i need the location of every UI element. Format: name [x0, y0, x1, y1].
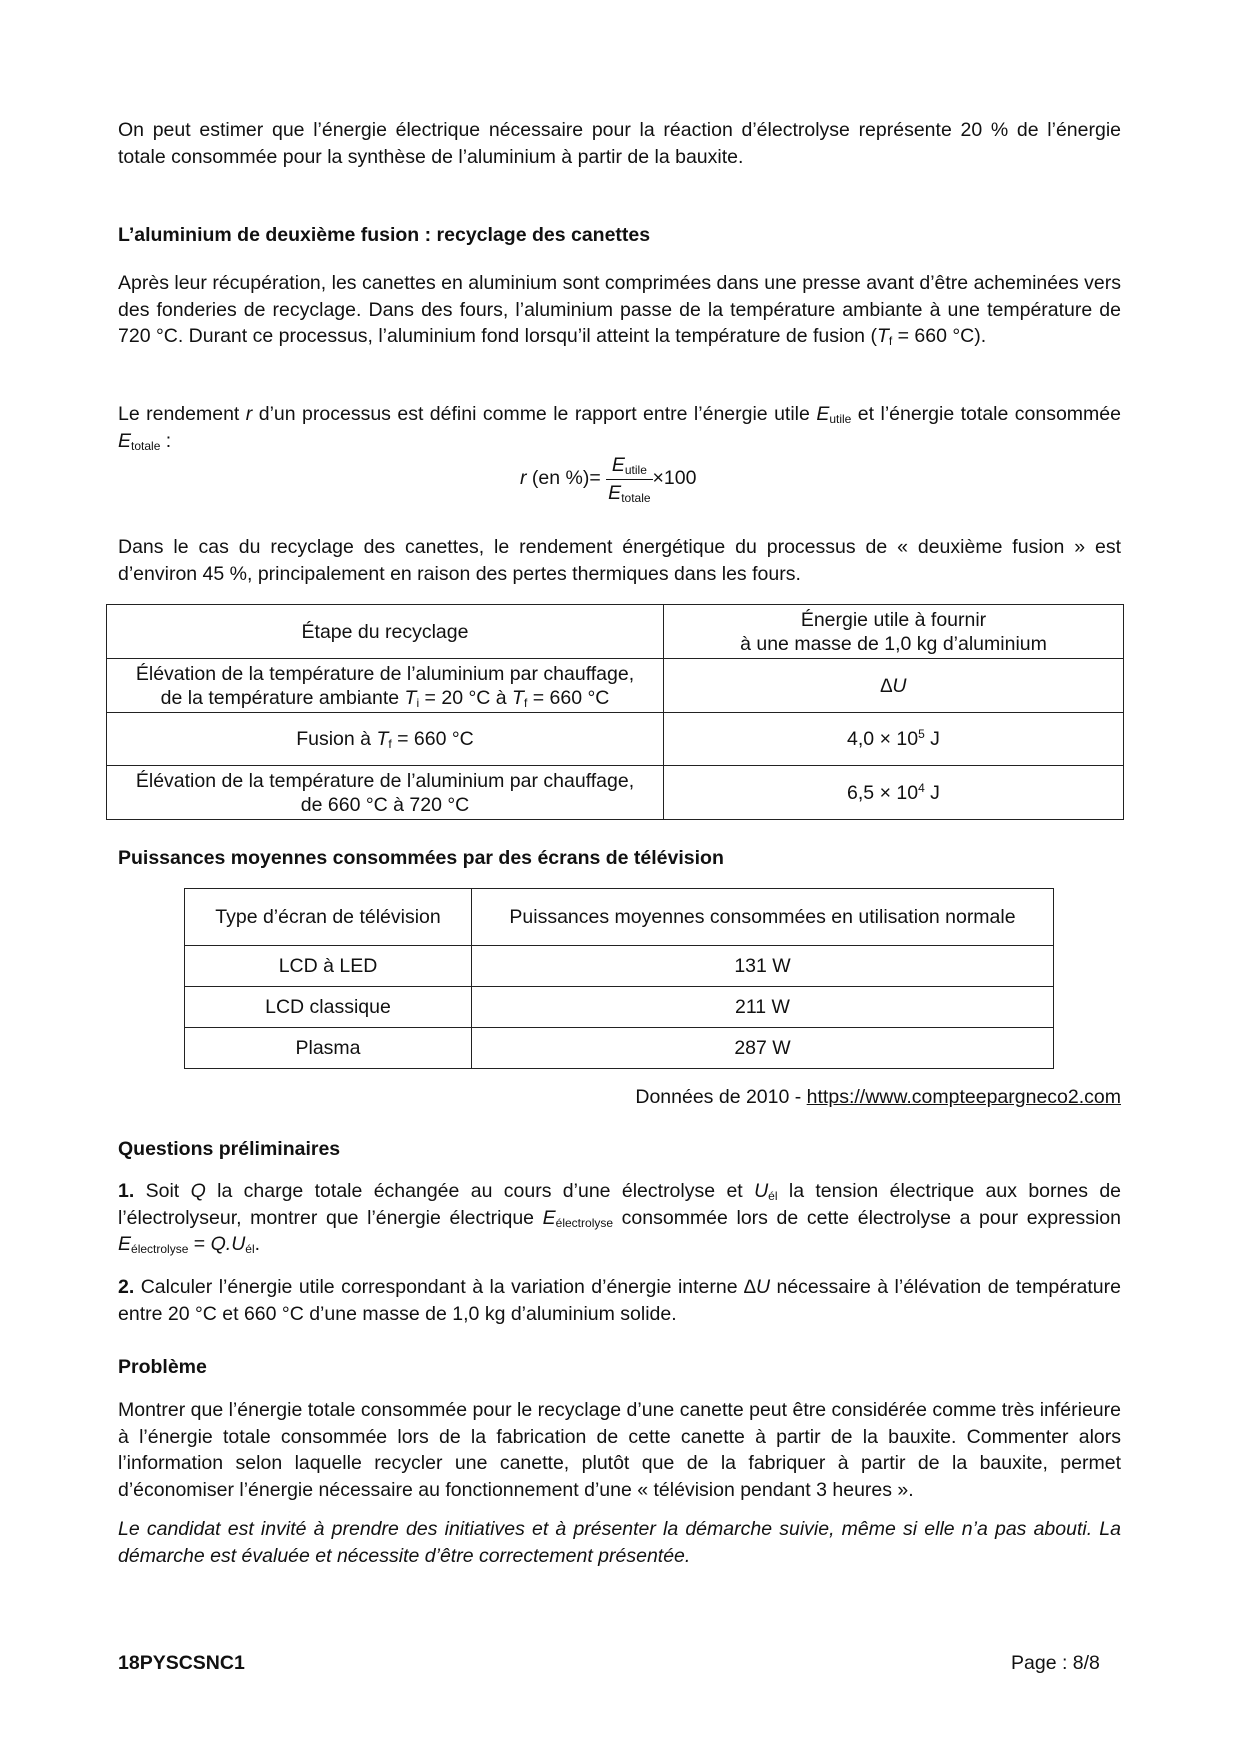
- instruction-paragraph: Le candidat est invité à prendre des initiatives et à présenter la démarche suivie, même si elle n’a pas abouti. La démarche est évaluée et nécessite d’être correctement présentée.: [118, 1518, 1121, 1567]
- section-heading-tv: Puissances moyennes consommées par des écrans de télévision: [118, 847, 724, 869]
- problem-paragraph: Montrer que l’énergie totale consommée pour le recyclage d’une canette peut être considérée comme très inférieure à l’énergie totale consommée lors de la fabrication de cette canette à partir de la bauxite. Commenter alors l’information selon laquelle recycler une canette, plutôt que de la fabriquer à partir de la bauxite, permet d’économiser l’énergie nécessaire au fonctionnement d’une « télévision pendant 3 heures ».: [118, 1399, 1121, 1501]
- table-header: Étape du recyclage: [107, 605, 664, 659]
- footer-code: 18PYSCSNC1: [118, 1652, 245, 1674]
- table-row: LCD classique 211 W: [185, 987, 1054, 1028]
- table-header: Puissances moyennes consommées en utilisation normale: [472, 889, 1054, 946]
- section-heading-problem: Problème: [118, 1356, 207, 1378]
- question-1: 1. Soit Q la charge totale échangée au cours d’une électrolyse et $U_{él}$ la tension électrique aux bornes de l’électrolyseur, montrer que l’énergie électrique $E_{électrolyse}$ consommée lors de cette électrolyse a pour expression $E_{électrolyse} = Q.U_{él}$.: [118, 1180, 1122, 1256]
- section-heading-questions: Questions préliminaires: [118, 1138, 341, 1160]
- section-heading-recycling: L’aluminium de deuxième fusion : recyclage des canettes: [118, 224, 651, 246]
- question-2: 2. Calculer l’énergie utile correspondant à la variation d’énergie interne ∆U nécessaire à l’élévation de température entre 20 °C et 660 °C d’une masse de 1,0 kg d’aluminium solide.: [118, 1276, 1121, 1325]
- tv-power-table: [184, 888, 1054, 1069]
- table-row: Élévation de la température de l’aluminium par chauffage, de 660 °C à 720 °C $6,5 \times 10^4$ J: [107, 766, 1124, 820]
- table-header: Type d’écran de télévision: [185, 889, 472, 946]
- source-link[interactable]: https://www.compteepargneco2.com: [806, 1086, 1121, 1108]
- table-row: Plasma 287 W: [185, 1028, 1054, 1069]
- source-line: Données de 2010 - https://www.compteepargneco2.com: [635, 1086, 1121, 1108]
- yield-formula: r (en %)= $\frac{E_{utile}}{E_{totale}}$ ×100: [520, 454, 697, 505]
- table-row: Fusion à $T_f = 660$ °C $4,0 \times 10^5$ J: [107, 713, 1124, 766]
- recycling-paragraph: Après leur récupération, les canettes en aluminium sont comprimées dans une presse avant d’être acheminées vers des fonderies de recyclage. Dans des fours, l’aluminium passe de la température ambiante à une température de 720 °C. Durant ce processus, l’aluminium fond lorsqu’il atteint la température de fusion ($T_f = 660$ °C).: [118, 272, 1121, 348]
- yield-paragraph: Dans le cas du recyclage des canettes, le rendement énergétique du processus de « deuxième fusion » est d’environ 45 %, principalement en raison des pertes thermiques dans les fours.: [118, 536, 1121, 585]
- page-number: Page : 8/8: [1011, 1652, 1100, 1674]
- yield-definition: Le rendement r d’un processus est défini comme le rapport entre l’énergie utile $E_{utile}$ et l’énergie totale consommée $E_{totale}$ :: [118, 403, 1121, 453]
- table-header: Énergie utile à fournir à une masse de 1,0 kg d’aluminium: [664, 605, 1124, 659]
- intro-paragraph: On peut estimer que l’énergie électrique nécessaire pour la réaction d’électrolyse représente 20 % de l’énergie totale consommée pour la synthèse de l’aluminium à partir de la bauxite.: [118, 119, 1121, 168]
- table-row: LCD à LED 131 W: [185, 946, 1054, 987]
- recycling-energy-table: [106, 604, 1124, 820]
- table-row: Élévation de la température de l’aluminium par chauffage, de la température ambiante $T_i = 20$ °C à $T_f = 660$ °C ∆U: [107, 659, 1124, 713]
